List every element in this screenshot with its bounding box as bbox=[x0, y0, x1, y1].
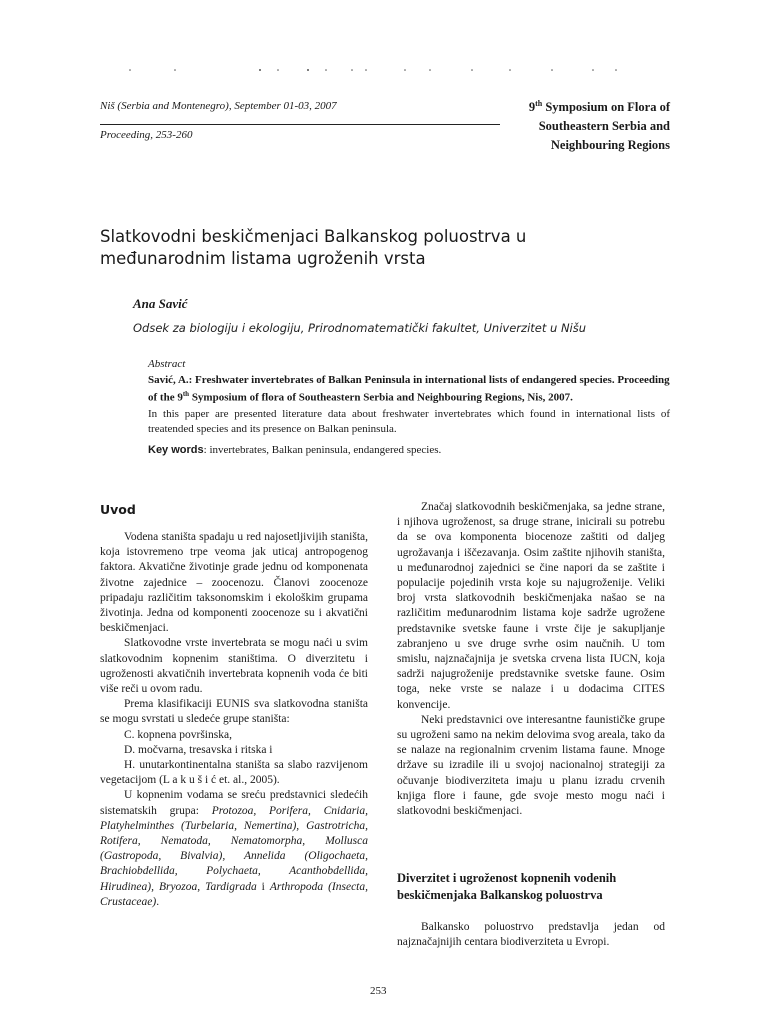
header-proceedings: Proceeding, 253-260 bbox=[100, 129, 193, 141]
left-column bbox=[100, 530, 368, 910]
header-location-date: Niš (Serbia and Montenegro), September 01-03, 2007 bbox=[100, 100, 337, 112]
right-column-continued bbox=[397, 920, 665, 950]
header-rule bbox=[100, 124, 500, 125]
taxa-end: . bbox=[156, 895, 160, 908]
abstract-citation bbox=[148, 373, 670, 405]
paragraph: Slatkovodne vrste invertebrata se mogu naći u svim slatkovodnim kopnenim staništima. O diverzitetu i ugroženosti akvatičnih invertebrata kopnenih voda će biti više reči u ovom radu. bbox=[100, 637, 368, 696]
abstract-label: Abstract bbox=[148, 358, 186, 370]
paragraph: Prema klasifikaciji EUNIS sva slatkovodna staništa se mogu svrstati u sledeće grupe staništa: bbox=[100, 698, 368, 726]
header-dot-artifacts bbox=[100, 66, 620, 74]
citation-part-2: Symposium of flora of Southeastern Serbia and Neighbouring Regions, Nis, 2007. bbox=[189, 391, 573, 404]
habitat-item-h: H. unutarkontinentalna staništa sa slabo razvijenom vegetacijom (L a k u š i ć et. al., 2005). bbox=[100, 759, 368, 787]
paragraph: Balkansko poluostrvo predstavlja jedan od najznačajnijih centara biodiverziteta u Evropi. bbox=[397, 921, 665, 949]
author-name: Ana Savić bbox=[133, 296, 188, 311]
symposium-ordinal: 9 bbox=[528, 100, 536, 115]
taxa-arthropoda: Arthropoda (Insecta, Crustaceae) bbox=[100, 880, 368, 908]
paragraph-taxa bbox=[100, 788, 368, 910]
paper-title: Slatkovodni beskičmenjaci Balkanskog poluostrva u međunarodnim listama ugroženih vrsta bbox=[100, 227, 527, 268]
page-number: 253 bbox=[370, 985, 387, 997]
keywords-label: Key words bbox=[148, 444, 204, 456]
section-heading-diverzitet: Diverzitet i ugroženost kopnenih vodenih beskičmenjaka Balkanskog poluostrva bbox=[397, 871, 617, 902]
citation-superscript: th bbox=[182, 390, 190, 398]
author-affiliation: Odsek za biologiju i ekologiju, Prirodnomatematički fakultet, Univerzitet u Nišu bbox=[133, 321, 587, 335]
symposium-title bbox=[480, 94, 670, 155]
habitat-item-c: C. kopnena površinska, bbox=[124, 728, 232, 741]
citation-part-1: Savić, A.: Freshwater invertebrates of Balkan Peninsula in international lists of endangered species. Proceeding of the 9 bbox=[148, 374, 670, 404]
section-heading-uvod: Uvod bbox=[100, 502, 136, 517]
taxa-list: Protozoa, Porifera, Cnidaria, Platyhelminthes (Turbelaria, Nemertina), Gastrotricha, Rotifera, Nematoda, Nematomorpha, Mollusca (Gastropoda, Bivalvia), Annelida (Oligochaeta, Brachiobdellida, Polychaeta, Acanthobdellida, Hirudinea), Bryozoa, Tardigrada bbox=[100, 804, 368, 893]
symposium-ordinal-suffix: th bbox=[535, 99, 543, 108]
keywords-text: : invertebrates, Balkan peninsula, endangered species. bbox=[203, 444, 442, 456]
paragraph: Vodena staništa spadaju u red najosetljivijih staništa, koja istovremeno trpe veoma jak uticaj antropogenog faktora. Akvatične životinje grade jednu od komponenata životne zajednice – zoocenozu. Članovi zoocenoze pripadaju različitim taksonomskim i ekološkim grupama životinja. Jedna od komponenti zoocenoze su i akvatični beskičmenjaci. bbox=[100, 531, 368, 635]
abstract-text: In this paper are presented literature data about freshwater invertebrates which found in international lists of treatended species and its presence on Balkan peninsula. bbox=[148, 408, 670, 435]
habitat-item-d: D. močvarna, tresavska i ritska i bbox=[124, 743, 273, 756]
paragraph: Značaj slatkovodnih beskičmenjaka, sa jedne strane, i njihova ugroženost, sa druge strane, inicirali su potrebu da se ova komponenta biocenoze zaštiti od daljeg ugrožavanja i iščezavanja. Osim zaštite njihovih staništa, u međunarodnoj zajednici se čine napori da se zaštite i populacije pojedinih vrsta koje su najugroženije. Veliki broj vrsta slatkovodnih beskičmenjaka našao se na različitim međunarodnim listama koje sadrže ugrožene predstavnike svetske faune i vrste čije je sakupljanje zabranjeno u sve druge svrhe osim naučnih. U tom smislu, najznačajnija je svetska crvena lista IUCN, koja sadrži najugroženije predstavnike svetske faune. Osim toga, neke vrste se nalaze i u dodacima CITES konvencije. bbox=[397, 501, 665, 711]
symposium-name: Symposium on Flora of Southeastern Serbia and Neighbouring Regions bbox=[538, 100, 670, 153]
taxa-intro: U kopnenim vodama se sreću predstavnici sledećih sistematskih grupa: bbox=[100, 789, 368, 817]
right-column bbox=[397, 500, 665, 819]
taxa-conjunction: i bbox=[256, 880, 270, 893]
keywords bbox=[148, 444, 670, 456]
paragraph: Neki predstavnici ove interesantne faunističke grupe su ugroženi samo na nekim delovima svog areala, tako da se nalaze na regionalnim crvenim listama faune. Mnoge države su izradile ili u svojoj nacionalnoj strategiji za očuvanje biodiverziteta imaju u planu izradu crvenih knjiga flore i faune, gde svoje mesto mogu naći i slatkovodni beskičmenjaci. bbox=[397, 713, 665, 818]
